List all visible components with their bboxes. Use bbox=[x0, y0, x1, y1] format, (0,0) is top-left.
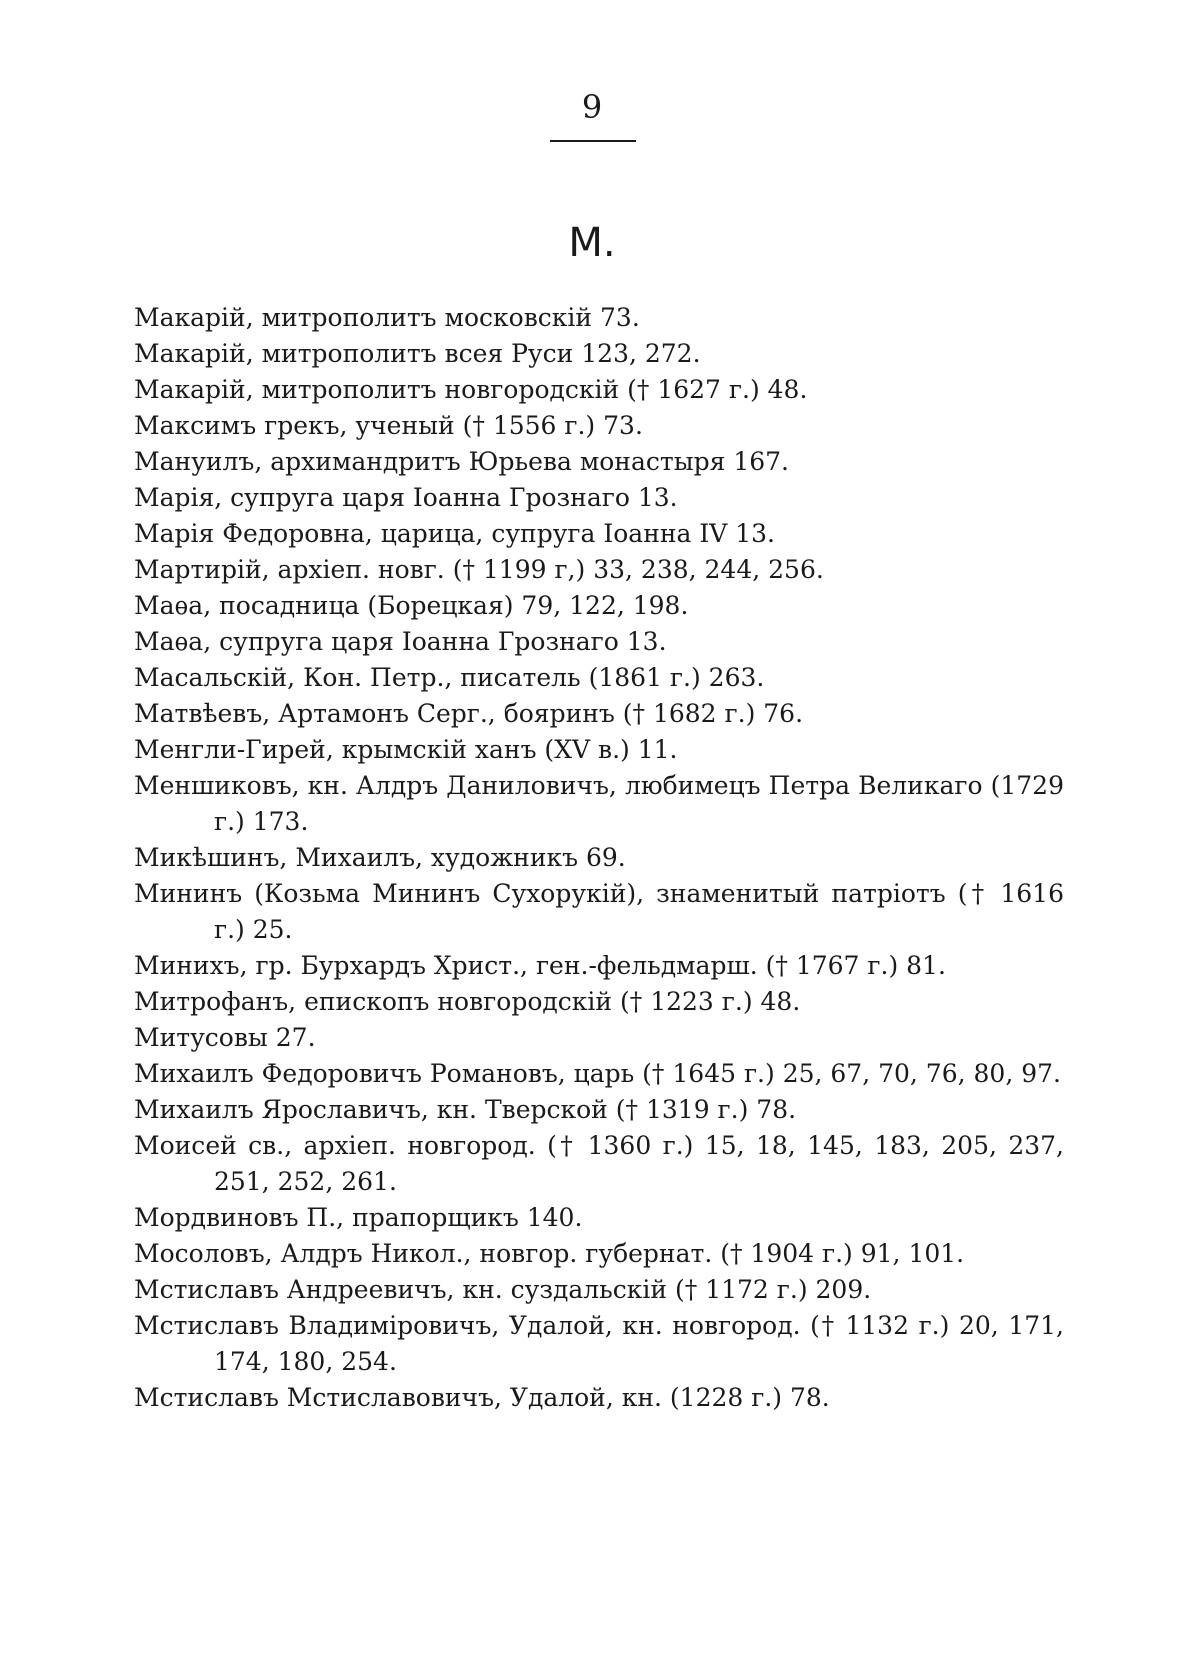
index-entry: Мордвиновъ П., прапорщикъ 140. bbox=[134, 1203, 583, 1232]
index-entry: Мартирій, архіеп. новг. († 1199 г,) 33, 238, 244, 256. bbox=[134, 555, 824, 584]
index-entry: Мстиславъ Мстиславовичъ, Удалой, кн. (1228 г.) 78. bbox=[134, 1383, 830, 1412]
page-number: 9 bbox=[581, 88, 603, 126]
index-entry: Михаилъ Федоровичъ Романовъ, царь († 1645 г.) 25, 67, 70, 76, 80, 97. bbox=[134, 1059, 1061, 1088]
index-entry: Макарій, митрополитъ московскій 73. bbox=[134, 303, 640, 332]
index-entry: Митрофанъ, епископъ новгородскій († 1223 г.) 48. bbox=[134, 987, 801, 1016]
page-number-rule bbox=[550, 140, 636, 142]
index-entry: Михаилъ Ярославичъ, кн. Тверской († 1319 г.) 78. bbox=[134, 1095, 797, 1124]
index-entry: Мануилъ, архимандритъ Юрьева монастыря 167. bbox=[134, 447, 789, 476]
index-entry: Митусовы 27. bbox=[134, 1023, 316, 1052]
index-entry: Микѣшинъ, Михаилъ, художникъ 69. bbox=[134, 843, 626, 872]
index-entries-list bbox=[134, 300, 1064, 1416]
index-entry: Мстиславъ Владиміровичъ, Удалой, кн. новгород. († 1132 г.) 20, 171, 174, 180, 254. bbox=[134, 1311, 1064, 1376]
index-entry: Маѳа, супруга царя Іоанна Грознаго 13. bbox=[134, 627, 667, 656]
index-entry: Меншиковъ, кн. Алдръ Даниловичъ, любимецъ Петра Великаго (1729 г.) 173. bbox=[134, 771, 1064, 836]
section-letter-heading: М. bbox=[568, 220, 616, 266]
index-entry: Мининъ (Козьма Мининъ Сухорукій), знаменитый патріотъ († 1616 г.) 25. bbox=[134, 879, 1064, 944]
index-entry: Марія Федоровна, царица, супруга Іоанна IV 13. bbox=[134, 519, 776, 548]
index-entry: Марія, супруга царя Іоанна Грознаго 13. bbox=[134, 483, 678, 512]
index-entry: Маѳа, посадница (Борецкая) 79, 122, 198. bbox=[134, 591, 689, 620]
index-entry: Менгли-Гирей, крымскій ханъ (XV в.) 11. bbox=[134, 735, 678, 764]
index-entry: Макарій, митрополитъ всея Руси 123, 272. bbox=[134, 339, 701, 368]
index-entry: Минихъ, гр. Бурхардъ Христ., ген.-фельдмарш. († 1767 г.) 81. bbox=[134, 951, 946, 980]
index-entry: Максимъ грекъ, ученый († 1556 г.) 73. bbox=[134, 411, 643, 440]
index-entry: Мстиславъ Андреевичъ, кн. суздальскій († 1172 г.) 209. bbox=[134, 1275, 872, 1304]
index-entry: Матвѣевъ, Артамонъ Серг., бояринъ († 1682 г.) 76. bbox=[134, 699, 804, 728]
index-entry: Моисей св., архіеп. новгород. († 1360 г.) 15, 18, 145, 183, 205, 237, 251, 252, 261. bbox=[134, 1131, 1064, 1196]
index-entry: Масальскій, Кон. Петр., писатель (1861 г.) 263. bbox=[134, 663, 765, 692]
index-entry: Мосоловъ, Алдръ Никол., новгор. губернат. († 1904 г.) 91, 101. bbox=[134, 1239, 965, 1268]
index-entry: Макарій, митрополитъ новгородскій († 1627 г.) 48. bbox=[134, 375, 808, 404]
